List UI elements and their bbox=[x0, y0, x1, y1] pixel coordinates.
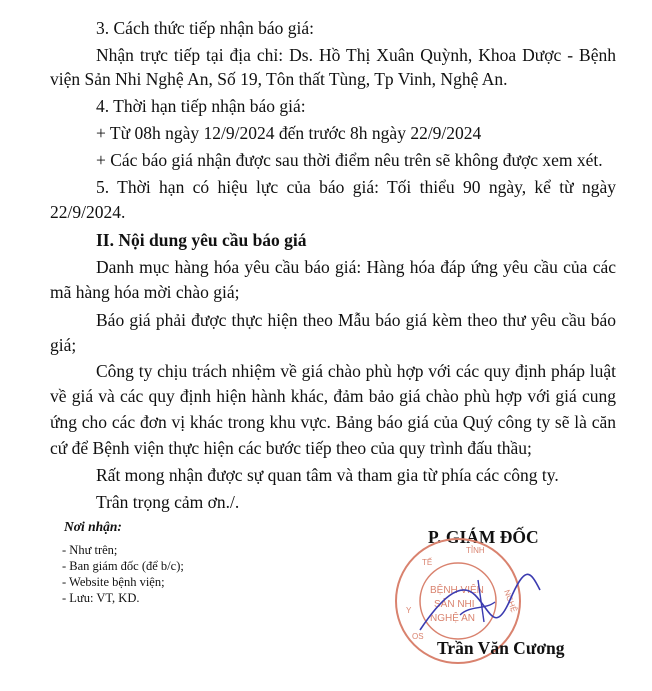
section-5-line-2: 22/9/2024. bbox=[50, 202, 126, 222]
section-3-body-line-1: Nhận trực tiếp tại địa chỉ: Ds. Hồ Thị Xuân Quỳnh, Khoa Dược - Bệnh bbox=[96, 45, 616, 65]
section-4-item-1: + Từ 08h ngày 12/9/2024 đến trước 8h ngày 22/9/2024 bbox=[96, 123, 482, 143]
part-2-heading: II. Nội dung yêu cầu báo giá bbox=[96, 230, 307, 250]
section-4-item-2: + Các báo giá nhận được sau thời điểm nêu trên sẽ không được xem xét. bbox=[96, 150, 603, 170]
recipient-item: - Website bệnh viện; bbox=[62, 575, 165, 589]
svg-text:TỈNH: TỈNH bbox=[466, 546, 485, 555]
section-3-heading: 3. Cách thức tiếp nhận báo giá: bbox=[96, 18, 314, 38]
section-5-line-1: 5. Thời hạn có hiệu lực của báo giá: Tối thiểu 90 ngày, kể từ ngày bbox=[96, 177, 616, 197]
svg-text:OS: OS bbox=[412, 632, 424, 641]
section-3-body-line-2: viện Sản Nhi Nghệ An, Số 19, Tôn thất Tùng, Tp Vinh, Nghệ An. bbox=[50, 69, 508, 89]
paragraph-3-line-3: ứng cho các đơn vị khác trong khu vực. Bảng báo giá của Quý công ty sẽ là căn bbox=[50, 412, 616, 432]
paragraph-4: Rất mong nhận được sự quan tâm và tham gia từ phía các công ty. bbox=[96, 465, 559, 485]
paragraph-3-line-4: cứ để Bệnh viện thực hiện các bước tiếp theo của quy trình đấu thầu; bbox=[50, 438, 532, 458]
recipient-item: - Lưu: VT, KD. bbox=[62, 591, 140, 605]
signer-name: Trần Văn Cương bbox=[437, 638, 565, 658]
section-4-heading: 4. Thời hạn tiếp nhận báo giá: bbox=[96, 96, 306, 116]
recipient-item: - Như trên; bbox=[62, 543, 118, 557]
paragraph-1-line-2: mã hàng hóa mời chào giá; bbox=[50, 282, 240, 302]
recipients-heading: Nơi nhận: bbox=[64, 519, 122, 534]
signer-title: P. GIÁM ĐỐC bbox=[428, 527, 539, 547]
paragraph-2-line-2: giá; bbox=[50, 335, 77, 355]
paragraph-2-line-1: Báo giá phải được thực hiện theo Mẫu báo giá kèm theo thư yêu cầu báo bbox=[96, 310, 616, 330]
recipient-item: - Ban giám đốc (để b/c); bbox=[62, 559, 184, 573]
paragraph-1-line-1: Danh mục hàng hóa yêu cầu báo giá: Hàng hóa đáp ứng yêu cầu của các bbox=[96, 257, 616, 277]
svg-text:NGHỆ AN: NGHỆ AN bbox=[430, 613, 476, 624]
svg-text:SẢN NHI: SẢN NHI bbox=[434, 599, 475, 610]
svg-text:NGHỆ: NGHỆ bbox=[502, 588, 519, 614]
closing-line: Trân trọng cảm ơn./. bbox=[96, 492, 240, 512]
paragraph-3-line-2: về giá và các quy định hiện hành khác, đảm bảo giá chào phù hợp với giá cung bbox=[50, 386, 616, 406]
svg-text:TẾ: TẾ bbox=[422, 558, 433, 567]
svg-text:Y: Y bbox=[406, 606, 412, 615]
svg-text:BỆNH VIỆN: BỆNH VIỆN bbox=[430, 585, 484, 596]
handwritten-signature bbox=[400, 560, 550, 650]
paragraph-3-line-1: Công ty chịu trách nhiệm về giá chào phù hợp với các quy định pháp luật bbox=[96, 361, 616, 381]
